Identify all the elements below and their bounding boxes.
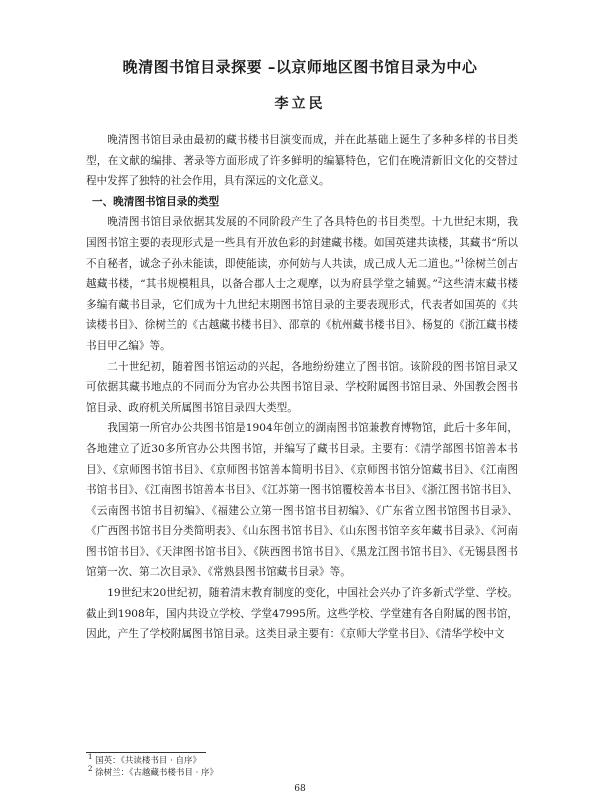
intro-paragraph: 晚清图书馆目录由最初的藏书楼书目演变而成，并在此基础上诞生了多种多样的书目类型，在文献的编排、著录等方面形成了许多鲜明的编纂特色，它们在晚清新旧文化的交替过程中发挥了独特的社会作用，具有深远的文化意义。 bbox=[86, 134, 518, 188]
footnote-text: 徐树兰：《古越藏书楼书目 · 序》 bbox=[95, 768, 219, 778]
author-name: 李立民 bbox=[274, 96, 326, 112]
page-title: 晚清图书馆目录探要 –以京师地区图书馆目录为中心 bbox=[122, 58, 478, 76]
page-number: 68 bbox=[294, 784, 306, 794]
paragraph-1 bbox=[86, 212, 518, 356]
footnote-text: 国英：《共读楼书目 · 自序》 bbox=[95, 756, 202, 766]
footnote-number: 1 bbox=[88, 753, 93, 762]
footnote-item bbox=[88, 767, 508, 779]
footnote-item bbox=[88, 755, 508, 767]
paragraph-1-part-c: 这些清末藏书楼多编有藏书目录，它们成为十九世纪末期图书馆目录的主要表现形式，代表者如国英的《共读楼书目》、徐树兰的《古越藏书楼书目》、邵章的《杭州藏书楼书目》、杨复的《浙江藏书楼书目甲乙编》等。 bbox=[86, 278, 519, 352]
footnotes bbox=[88, 755, 508, 779]
paragraph-4: 19世纪末20世纪初，随着清末教育制度的变化，中国社会兴办了许多新式学堂、学校。截止到1908年，国内共设立学校、学堂47995所。这些学校、学堂建有各自附属的图书馆，因此，产生了学校附属图书馆目录。这类目录主要有：《京师大学堂书目》、《清华学校中文 bbox=[86, 587, 518, 641]
article-body bbox=[86, 130, 518, 645]
section-heading: 一、晚清图书馆目录的类型 bbox=[92, 195, 220, 208]
footnote-ref-2: 2 bbox=[437, 276, 443, 285]
paragraph-1-part-a: 晚清图书馆目录依据其发展的不同阶段产生了各具特色的书目类型。十九世纪末期，我国图书馆主要的表现形式是一些具有开放色彩的封建藏书楼。如国英建共读楼，其藏书“所以不自秘者，诚念子孙未能读，即使能读，亦何妨与人共读，成己成人无二道也。” bbox=[86, 216, 518, 270]
paragraph-2: 二十世纪初，随着图书馆运动的兴起，各地纷纷建立了图书馆。该阶段的图书馆目录又可依据其藏书地点的不同而分为官办公共图书馆目录、学校附属图书馆目录、外国教会图书馆目录、政府机关所属图书馆目录四大类型。 bbox=[86, 360, 518, 414]
footnote-divider bbox=[86, 752, 206, 753]
footnote-ref-1: 1 bbox=[460, 256, 465, 265]
paragraph-1-part-b: 徐树兰创古越藏书楼，“其书规模粗具，以备合郡人士之观摩，以为府县学堂之辅翼。” bbox=[86, 257, 518, 291]
paragraph-3: 我国第一所官办公共图书馆是1904年创立的湖南图书馆兼教育博物馆，此后十多年间，各地建立了近30多所官办公共图书馆，并编写了藏书目录。主要有：《清学部图书馆善本书目》、《京师图书馆书目》、《京师图书馆善本简明书目》、《京师图书馆分馆藏书目》、《江南图书馆书目》、《江南图书馆善本书目》、《江苏第一图书馆覆校善本书目》、《浙江图书馆书目》、《云南图书馆书目初编》、《福建公立第一图书馆书目初编》、《广东省立图书馆图书目录》、《广西图书馆书目分类简明表》、《山东图书馆书目》、《山东图书馆辛亥年藏书目录》、《河南图书馆书目》、《天津图书馆书目》、《陕西图书馆书目》、《黑龙江图书馆书目》、《无锡县图书馆第一次、第二次目录》、《常熟县图书馆藏书目录》等。 bbox=[86, 422, 518, 579]
footnote-number: 2 bbox=[88, 765, 93, 774]
